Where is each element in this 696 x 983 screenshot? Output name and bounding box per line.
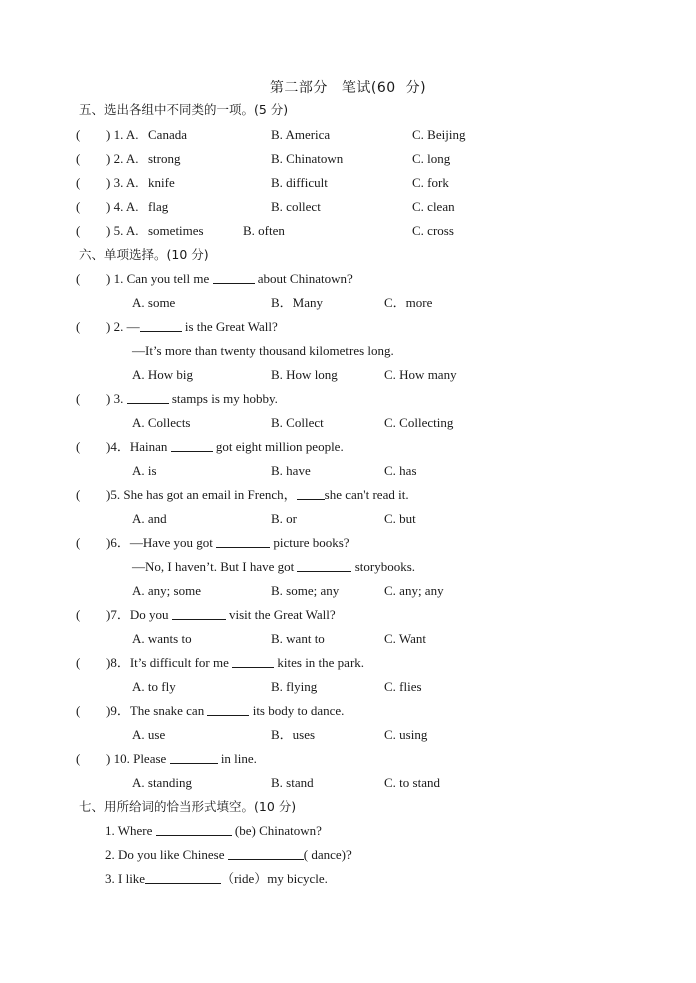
s5-item-5-option-a: sometimes: [148, 223, 204, 238]
answer-blank[interactable]: [171, 439, 213, 452]
s6-q1-option-b: B．Many: [271, 295, 324, 310]
s5-item-1: ( ) 1. A. Canada B. America C. Beijing: [76, 127, 466, 142]
s6-q3-option-b: B. Collect: [271, 415, 324, 430]
s6-q10-option-b: B. stand: [271, 775, 314, 790]
s6-q6-option-a: A. any; some: [132, 583, 201, 598]
s6-q2-reply-line: [0, 342, 696, 360]
s6-q6-reply-pre: —No, I haven’t. But I have got: [132, 559, 295, 574]
s7-item-1: [0, 822, 696, 840]
s6-q4-num: )4．: [106, 439, 130, 454]
s6-q9-stem-pre: The snake can: [129, 703, 205, 718]
s6-q7-option-c: C. Want: [384, 631, 427, 646]
s6-q2-stem-pre: —: [126, 319, 140, 334]
s6-q8: ( )8．It’s difficult for me kites in the park.: [76, 655, 365, 670]
s5-item-4-num: ) 4. A.: [106, 199, 139, 214]
s6-q7-options: [0, 630, 696, 648]
s6-q3: ( ) 3. stamps is my hobby.: [76, 391, 278, 406]
s5-item-1-option-b: B. America: [271, 127, 331, 142]
s6-q3-option-c: C. Collecting: [384, 415, 454, 430]
s6-q9-option-a: A. use: [132, 727, 166, 742]
s6-q10-stem-pre: Please: [133, 751, 167, 766]
s6-q10-num: ) 10.: [106, 751, 130, 766]
s6-q3-num: ) 3.: [106, 391, 124, 406]
s6-q2: ( ) 2. — is the Great Wall?: [76, 319, 278, 334]
s6-q5-stem-post: she can't read it.: [324, 487, 409, 502]
s6-q4-option-a: A. is: [132, 463, 157, 478]
answer-blank[interactable]: [145, 871, 221, 884]
s6-q2-option-a: A. How big: [132, 367, 194, 382]
s6-q5: ( )5. She has got an email in French， she can't read it.: [76, 487, 409, 502]
s6-q8-option-a: A. to fly: [132, 679, 176, 694]
s6-q4-stem-post: got eight million people.: [215, 439, 344, 454]
s6-q3-stem-post: stamps is my hobby.: [171, 391, 278, 406]
s5-item-2: ( ) 2. A. strong B. Chinatown C. long: [76, 151, 451, 166]
answer-blank[interactable]: [170, 751, 218, 764]
s6-q6: ( )6．—Have you got picture books?: [76, 535, 350, 550]
s5-item-2-option-b: B. Chinatown: [271, 151, 344, 166]
s6-q9-option-c: C. using: [384, 727, 428, 742]
s6-q1: ( ) 1. Can you tell me about Chinatown?: [76, 271, 353, 286]
s6-q1-num: ) 1.: [106, 271, 124, 286]
s6-q7-stem-post: visit the Great Wall?: [228, 607, 336, 622]
s7-item-2-post: ( dance)?: [303, 847, 352, 862]
s6-q2-num: ) 2.: [106, 319, 124, 334]
s6-q10: ( ) 10. Please in line.: [76, 751, 257, 766]
s7-item-1-pre: 1. Where: [105, 823, 153, 838]
s5-item-5-option-c: C. cross: [412, 223, 454, 238]
s6-q5-option-a: A. and: [132, 511, 167, 526]
s6-q9-option-b: B．uses: [271, 727, 316, 742]
s6-q8-stem-pre: It’s difficult for me: [129, 655, 229, 670]
answer-blank[interactable]: [213, 271, 255, 284]
s5-item-5: ( ) 5. A. sometimes B. often C. cross: [76, 223, 454, 238]
page-title: [0, 77, 696, 97]
s5-item-3-num: ) 3. A.: [106, 175, 139, 190]
s6-q7-num: )7．: [106, 607, 130, 622]
s6-q6-option-b: B. some; any: [271, 583, 340, 598]
section5-heading: 五、选出各组中不同类的一项。(5 分): [79, 102, 289, 117]
answer-blank[interactable]: [228, 847, 304, 860]
s6-q6-reply-line: [0, 558, 696, 576]
s6-q4-stem-pre: Hainan: [129, 439, 168, 454]
s6-q10-stem-post: in line.: [220, 751, 257, 766]
s5-item-2-num: ) 2. A.: [106, 151, 139, 166]
s7-item-2: [0, 846, 696, 864]
s5-item-3: ( ) 3. A. knife B. difficult C. fork: [76, 175, 449, 190]
s5-item-2-option-a: strong: [148, 151, 181, 166]
s6-q7-option-a: A. wants to: [132, 631, 192, 646]
s6-q2-option-b: B. How long: [271, 367, 338, 382]
s6-q10-option-c: C. to stand: [384, 775, 440, 790]
title-score: 分): [405, 80, 427, 96]
s6-q5-num: )5.: [106, 487, 121, 502]
s6-q4-options: [0, 462, 696, 480]
s5-item-4-option-b: B. collect: [271, 199, 321, 214]
s6-q10-options: [0, 774, 696, 792]
s5-item-4-option-a: flag: [148, 199, 169, 214]
s6-q9: ( )9．The snake can its body to dance.: [76, 703, 345, 718]
s6-q5-option-c: C. but: [384, 511, 416, 526]
s5-item-5-num: ) 5. A.: [106, 223, 139, 238]
s6-q5-stem-pre: She has got an email in French，: [123, 487, 297, 502]
title-part: 第二部分: [269, 80, 328, 96]
s6-q1-option-a: A. some: [132, 295, 176, 310]
s7-item-2-pre: 2. Do you like Chinese: [105, 847, 225, 862]
s6-q1-stem-post: about Chinatown?: [257, 271, 353, 286]
s6-q8-option-b: B. flying: [271, 679, 318, 694]
s5-item-1-option-a: Canada: [148, 127, 187, 142]
s6-q6-reply-post: storybooks.: [354, 559, 416, 574]
s5-item-4-option-c: C. clean: [412, 199, 455, 214]
answer-blank[interactable]: [297, 487, 325, 500]
s6-q8-options: [0, 678, 696, 696]
section6-heading: 六、单项选择。(10 分): [79, 247, 209, 262]
s7-item-3-post: （ride）my bicycle.: [221, 871, 328, 886]
s6-q2-option-c: C. How many: [384, 367, 457, 382]
section7-heading: 七、用所给词的恰当形式填空。(10 分): [79, 799, 297, 814]
s5-item-3-option-c: C. fork: [412, 175, 449, 190]
s6-q7: ( )7．Do you visit the Great Wall?: [76, 607, 336, 622]
s6-q9-options: [0, 726, 696, 744]
s6-q10-option-a: A. standing: [132, 775, 192, 790]
s6-q6-stem-pre: —Have you got: [129, 535, 213, 550]
answer-blank[interactable]: [207, 703, 249, 716]
s6-q5-option-b: B. or: [271, 511, 297, 526]
s6-q3-option-a: A. Collects: [132, 415, 191, 430]
s5-item-1-num: ) 1. A.: [106, 127, 139, 142]
answer-blank[interactable]: [127, 391, 169, 404]
answer-blank[interactable]: [140, 319, 182, 332]
s6-q2-reply: —It’s more than twenty thousand kilometres long.: [132, 343, 394, 358]
answer-blank[interactable]: [232, 655, 274, 668]
s6-q3-options: [0, 414, 696, 432]
s5-item-2-option-c: C. long: [412, 151, 451, 166]
s6-q2-options: [0, 366, 696, 384]
s6-q4-option-b: B. have: [271, 463, 311, 478]
s6-q7-stem-pre: Do you: [129, 607, 169, 622]
s5-item-5-option-b: B. often: [243, 223, 285, 238]
answer-blank[interactable]: [297, 559, 351, 572]
s5-item-1-option-c: C. Beijing: [412, 127, 466, 142]
s6-q1-options: [0, 294, 696, 312]
s6-q8-num: )8．: [106, 655, 130, 670]
s5-item-3-option-b: B. difficult: [271, 175, 328, 190]
s7-item-3: [0, 870, 696, 888]
s6-q4-option-c: C. has: [384, 463, 417, 478]
s6-q6-option-c: C. any; any: [384, 583, 444, 598]
s6-q1-option-c: C．more: [384, 295, 433, 310]
s6-q6-options: [0, 582, 696, 600]
s7-item-1-post: (be) Chinatown?: [234, 823, 322, 838]
s6-q7-option-b: B. want to: [271, 631, 325, 646]
s6-q6-num: )6．: [106, 535, 130, 550]
s5-item-3-option-a: knife: [148, 175, 175, 190]
s6-q1-stem-pre: Can you tell me: [126, 271, 210, 286]
answer-blank[interactable]: [216, 535, 270, 548]
s7-item-3-pre: 3. I like: [105, 871, 146, 886]
s6-q5-options: [0, 510, 696, 528]
s5-item-4: ( ) 4. A. flag B. collect C. clean: [76, 199, 455, 214]
title-name: 笔试(60: [341, 80, 396, 96]
s6-q9-stem-post: its body to dance.: [252, 703, 345, 718]
s6-q8-stem-post: kites in the park.: [277, 655, 365, 670]
s6-q9-num: )9．: [106, 703, 130, 718]
answer-blank[interactable]: [156, 823, 232, 836]
s6-q8-option-c: C. flies: [384, 679, 422, 694]
s6-q4: ( )4．Hainan got eight million people.: [76, 439, 344, 454]
s6-q6-stem-post: picture books?: [273, 535, 350, 550]
answer-blank[interactable]: [172, 607, 226, 620]
s6-q2-stem-post: is the Great Wall?: [184, 319, 278, 334]
